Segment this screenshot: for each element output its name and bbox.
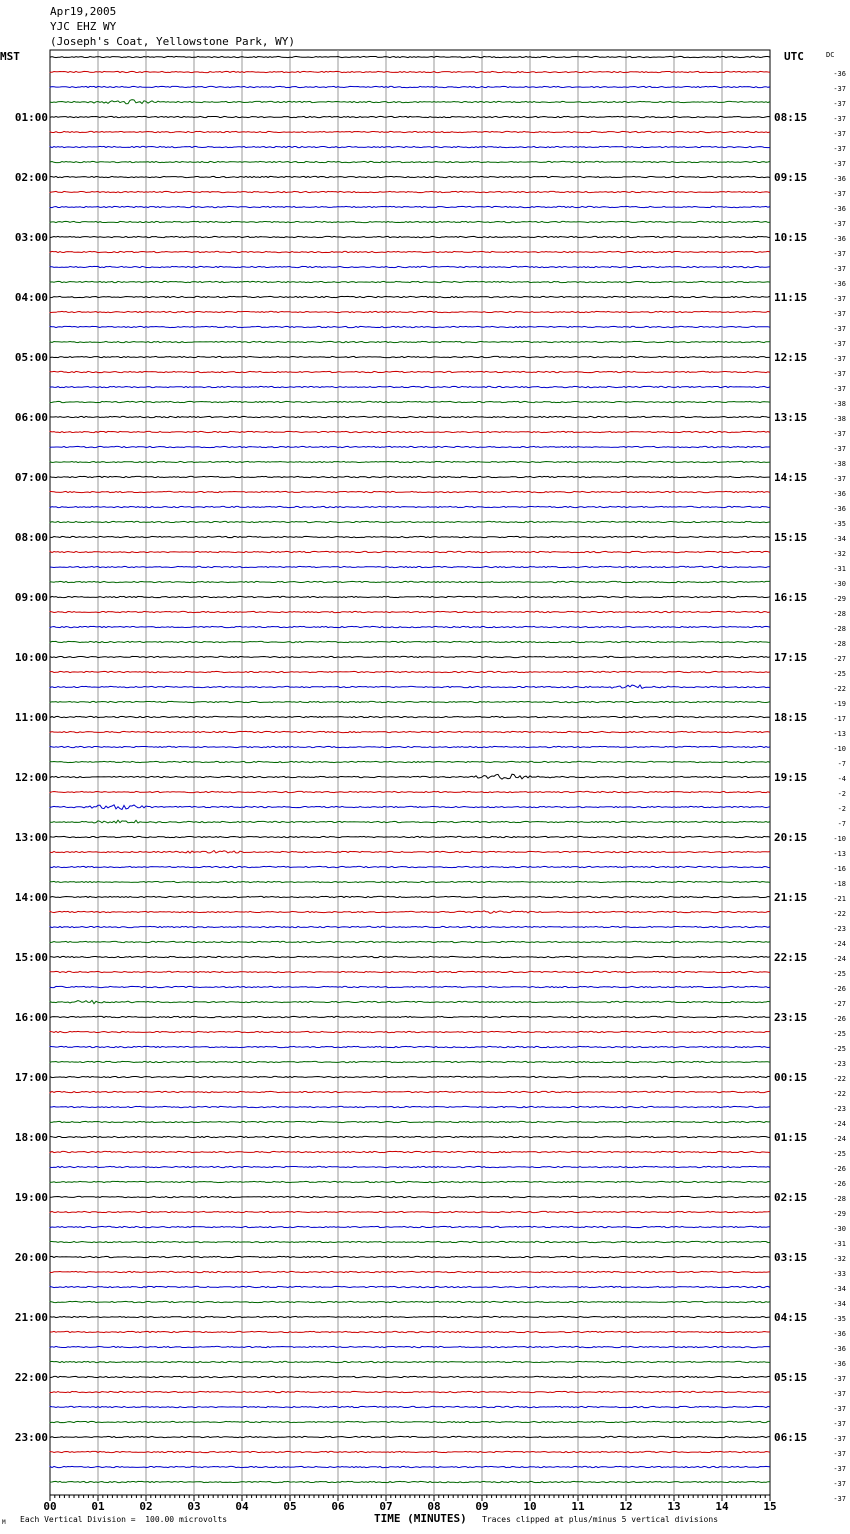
seismic-trace <box>50 296 770 297</box>
seismic-trace <box>50 1181 770 1182</box>
dc-offset-label: -21 <box>833 895 846 903</box>
dc-offset-label: -30 <box>833 1225 846 1233</box>
seismic-trace <box>50 221 770 222</box>
dc-offset-label: -37 <box>833 295 846 303</box>
dc-offset-label: -32 <box>833 1255 846 1263</box>
seismic-trace <box>50 731 770 732</box>
seismic-trace <box>50 774 770 779</box>
dc-offset-label: -25 <box>833 1030 846 1038</box>
seismic-trace <box>50 1241 770 1242</box>
x-tick-label: 15 <box>763 1500 777 1513</box>
left-hour-label: 12:00 <box>14 771 48 784</box>
x-tick-label: 14 <box>715 1500 729 1513</box>
x-tick-label: 07 <box>379 1500 393 1513</box>
right-hour-label: 22:15 <box>774 951 808 964</box>
seismic-trace <box>50 131 770 132</box>
seismic-trace <box>50 1031 770 1032</box>
dc-offset-label: -37 <box>833 325 846 333</box>
dc-offset-label: -34 <box>833 1285 846 1293</box>
seismic-trace <box>50 56 770 57</box>
seismic-trace <box>50 1271 770 1272</box>
seismic-trace <box>50 356 770 357</box>
right-hour-label: 23:15 <box>774 1011 808 1024</box>
left-hour-label: 22:00 <box>14 1371 48 1384</box>
dc-offset-label: -37 <box>833 1435 846 1443</box>
x-axis-label: TIME (MINUTES) <box>374 1512 467 1525</box>
left-hour-label: 11:00 <box>14 711 48 724</box>
seismic-trace <box>50 1016 770 1017</box>
dc-offset-label: -37 <box>833 475 846 483</box>
dc-offset-label: -37 <box>833 430 846 438</box>
dc-offset-label: -36 <box>833 1345 846 1353</box>
right-hour-label: 05:15 <box>774 1371 808 1384</box>
left-hour-label: 13:00 <box>14 831 48 844</box>
seismic-trace <box>50 281 770 282</box>
x-tick-label: 06 <box>331 1500 345 1513</box>
dc-offset-label: -25 <box>833 1045 846 1053</box>
dc-offset-label: -37 <box>833 1420 846 1428</box>
dc-offset-label: -36 <box>833 175 846 183</box>
dc-offset-label: -36 <box>833 235 846 243</box>
right-hour-label: 03:15 <box>774 1251 808 1264</box>
seismic-trace <box>50 716 770 717</box>
dc-offset-label: -16 <box>833 865 846 873</box>
dc-offset-label: -2 <box>837 790 846 798</box>
right-hour-label: 01:15 <box>774 1131 808 1144</box>
dc-offset-label: -32 <box>833 550 846 558</box>
dc-offset-label: -22 <box>833 910 846 918</box>
dc-offset-label: -22 <box>833 1090 846 1098</box>
dc-offset-label: -37 <box>833 115 846 123</box>
seismic-trace <box>50 1076 770 1077</box>
dc-offset-label: -37 <box>833 100 846 108</box>
seismic-trace <box>50 1196 770 1197</box>
seismic-trace <box>50 1226 770 1227</box>
header-station: YJC EHZ WY <box>50 20 117 33</box>
left-hour-label: 09:00 <box>14 591 48 604</box>
dc-offset-label: -30 <box>833 580 846 588</box>
right-timezone-label: UTC <box>784 50 804 63</box>
dc-offset-label: -37 <box>833 1375 846 1383</box>
dc-offset-label: -36 <box>833 280 846 288</box>
seismic-trace <box>50 371 770 372</box>
seismic-trace <box>50 1391 770 1392</box>
seismic-trace <box>50 1481 770 1482</box>
dc-offset-label: -27 <box>833 655 846 663</box>
dc-header-label: DC <box>826 51 835 59</box>
seismic-trace <box>50 1091 770 1092</box>
dc-offset-label: -37 <box>833 445 846 453</box>
right-hour-label: 00:15 <box>774 1071 808 1084</box>
dc-offset-label: -28 <box>833 1195 846 1203</box>
right-hour-label: 08:15 <box>774 111 808 124</box>
seismic-trace <box>50 986 770 987</box>
seismic-trace <box>50 761 770 762</box>
seismic-trace <box>50 146 770 147</box>
right-hour-label: 16:15 <box>774 591 808 604</box>
dc-offset-label: -36 <box>833 70 846 78</box>
x-tick-label: 10 <box>523 1500 537 1513</box>
seismic-trace <box>50 506 770 507</box>
left-hour-label: 01:00 <box>14 111 48 124</box>
left-hour-label: 02:00 <box>14 171 48 184</box>
dc-offset-label: -19 <box>833 700 846 708</box>
left-hour-label: 23:00 <box>14 1431 48 1444</box>
dc-offset-label: -28 <box>833 625 846 633</box>
seismic-trace <box>50 971 770 972</box>
dc-offset-label: -36 <box>833 205 846 213</box>
header-date: Apr19,2005 <box>50 5 117 18</box>
seismic-trace <box>50 626 770 627</box>
dc-offset-label: -37 <box>833 355 846 363</box>
dc-offset-label: -37 <box>833 250 846 258</box>
seismic-trace <box>50 701 770 702</box>
x-tick-label: 13 <box>667 1500 681 1513</box>
dc-offset-label: -34 <box>833 1300 846 1308</box>
seismic-trace <box>50 746 770 747</box>
left-hour-label: 08:00 <box>14 531 48 544</box>
dc-offset-label: -26 <box>833 1015 846 1023</box>
left-hour-label: 04:00 <box>14 291 48 304</box>
dc-offset-label: -18 <box>833 880 846 888</box>
x-tick-label: 03 <box>187 1500 201 1513</box>
dc-offset-label: -36 <box>833 1360 846 1368</box>
dc-offset-label: -4 <box>837 775 846 783</box>
seismic-trace <box>50 866 770 867</box>
right-hour-label: 15:15 <box>774 531 808 544</box>
dc-offset-label: -10 <box>833 745 846 753</box>
left-hour-label: 19:00 <box>14 1191 48 1204</box>
x-tick-label: 09 <box>475 1500 489 1513</box>
x-tick-label: 11 <box>571 1500 585 1513</box>
x-tick-label: 08 <box>427 1500 441 1513</box>
dc-offset-label: -29 <box>833 595 846 603</box>
left-hour-label: 10:00 <box>14 651 48 664</box>
seismic-trace <box>50 1136 770 1137</box>
seismic-trace <box>50 1061 770 1062</box>
seismic-trace <box>50 206 770 207</box>
dc-offset-label: -37 <box>833 1405 846 1413</box>
seismic-trace <box>50 611 770 612</box>
dc-offset-label: -24 <box>833 1135 846 1143</box>
header-location: (Joseph's Coat, Yellowstone Park, WY) <box>50 35 296 48</box>
seismic-trace <box>50 1046 770 1047</box>
seismic-trace <box>50 1121 770 1122</box>
right-hour-label: 06:15 <box>774 1431 808 1444</box>
seismic-trace <box>50 820 770 823</box>
seismic-trace <box>50 326 770 327</box>
right-hour-label: 14:15 <box>774 471 808 484</box>
right-hour-label: 02:15 <box>774 1191 808 1204</box>
seismic-trace <box>50 941 770 942</box>
seismic-trace <box>50 1451 770 1452</box>
seismic-trace <box>50 1466 770 1467</box>
left-hour-label: 21:00 <box>14 1311 48 1324</box>
dc-offset-label: -33 <box>833 1270 846 1278</box>
seismic-trace <box>50 86 770 87</box>
seismic-trace <box>50 1286 770 1287</box>
left-hour-label: 18:00 <box>14 1131 48 1144</box>
seismic-trace <box>50 911 770 914</box>
seismic-trace <box>50 461 770 462</box>
right-hour-label: 12:15 <box>774 351 808 364</box>
seismic-trace <box>50 536 770 537</box>
seismic-trace <box>50 896 770 897</box>
seismic-trace <box>50 1436 770 1437</box>
dc-offset-label: -34 <box>833 535 846 543</box>
right-hour-label: 20:15 <box>774 831 808 844</box>
dc-offset-label: -24 <box>833 940 846 948</box>
seismic-trace <box>50 956 770 957</box>
right-hour-label: 10:15 <box>774 231 808 244</box>
seismic-trace <box>50 1316 770 1317</box>
seismic-trace <box>50 191 770 192</box>
dc-offset-label: -38 <box>833 400 846 408</box>
seismic-trace <box>50 851 770 854</box>
dc-offset-label: -29 <box>833 1210 846 1218</box>
dc-offset-label: -37 <box>833 190 846 198</box>
seismic-trace <box>50 1256 770 1257</box>
dc-offset-label: -37 <box>833 340 846 348</box>
dc-offset-label: -23 <box>833 1060 846 1068</box>
dc-offset-label: -27 <box>833 1000 846 1008</box>
seismic-trace <box>50 1406 770 1407</box>
dc-offset-label: -37 <box>833 1465 846 1473</box>
dc-offset-label: -22 <box>833 685 846 693</box>
dc-offset-label: -37 <box>833 310 846 318</box>
x-tick-label: 04 <box>235 1500 249 1513</box>
dc-offset-label: -31 <box>833 565 846 573</box>
seismic-trace <box>50 1301 770 1302</box>
dc-offset-label: -37 <box>833 85 846 93</box>
dc-offset-label: -22 <box>833 1075 846 1083</box>
seismic-trace <box>50 1361 770 1362</box>
dc-offset-label: -37 <box>833 130 846 138</box>
dc-offset-label: -36 <box>833 490 846 498</box>
seismic-trace <box>50 341 770 342</box>
clip-note: Traces clipped at plus/minus 5 vertical divisions <box>482 1515 719 1524</box>
dc-offset-label: -25 <box>833 670 846 678</box>
seismic-trace <box>50 671 770 672</box>
left-hour-label: 15:00 <box>14 951 48 964</box>
seismic-trace <box>50 581 770 582</box>
dc-offset-label: -37 <box>833 145 846 153</box>
dc-offset-label: -25 <box>833 1150 846 1158</box>
seismic-trace <box>50 1376 770 1377</box>
seismic-trace <box>50 791 770 792</box>
right-hour-label: 18:15 <box>774 711 808 724</box>
seismic-trace <box>50 1346 770 1347</box>
dc-offset-label: -37 <box>833 1480 846 1488</box>
dc-offset-label: -37 <box>833 160 846 168</box>
dc-offset-label: -37 <box>833 220 846 228</box>
seismic-trace <box>50 401 770 402</box>
left-hour-label: 16:00 <box>14 1011 48 1024</box>
x-tick-label: 02 <box>139 1500 153 1513</box>
dc-offset-label: -24 <box>833 955 846 963</box>
seismic-trace <box>50 100 770 104</box>
dc-offset-label: -2 <box>837 805 846 813</box>
x-tick-label: 00 <box>43 1500 57 1513</box>
dc-offset-label: -38 <box>833 460 846 468</box>
dc-offset-label: -36 <box>833 505 846 513</box>
seismic-trace <box>50 805 770 810</box>
seismic-trace <box>50 431 770 432</box>
dc-offset-label: -31 <box>833 1240 846 1248</box>
seismic-trace <box>50 386 770 387</box>
dc-offset-label: -37 <box>833 1450 846 1458</box>
right-hour-label: 13:15 <box>774 411 808 424</box>
right-hour-label: 19:15 <box>774 771 808 784</box>
seismic-trace <box>50 311 770 312</box>
seismic-trace <box>50 1151 770 1152</box>
dc-offset-label: -13 <box>833 730 846 738</box>
dc-offset-label: -23 <box>833 925 846 933</box>
left-hour-label: 14:00 <box>14 891 48 904</box>
dc-offset-label: -13 <box>833 850 846 858</box>
left-hour-label: 17:00 <box>14 1071 48 1084</box>
dc-offset-label: -7 <box>837 820 846 828</box>
seismic-trace <box>50 685 770 688</box>
x-tick-label: 01 <box>91 1500 105 1513</box>
seismic-trace <box>50 566 770 567</box>
dc-offset-label: -28 <box>833 610 846 618</box>
x-tick-label: 12 <box>619 1500 633 1513</box>
seismic-trace <box>50 836 770 837</box>
seismic-trace <box>50 926 770 927</box>
right-hour-label: 17:15 <box>774 651 808 664</box>
seismic-trace <box>50 1421 770 1422</box>
dc-offset-label: -24 <box>833 1120 846 1128</box>
left-timezone-label: MST <box>0 50 20 63</box>
vertical-division-note: Each Vertical Division = 100.00 microvolts <box>20 1515 228 1524</box>
right-hour-label: 21:15 <box>774 891 808 904</box>
seismic-trace <box>50 881 770 882</box>
dc-offset-label: -10 <box>833 835 846 843</box>
dc-offset-label: -26 <box>833 985 846 993</box>
seismic-trace <box>50 236 770 237</box>
dc-offset-label: -26 <box>833 1180 846 1188</box>
left-hour-label: 03:00 <box>14 231 48 244</box>
left-hour-label: 05:00 <box>14 351 48 364</box>
dc-offset-label: -36 <box>833 1330 846 1338</box>
dc-offset-label: -7 <box>837 760 846 768</box>
seismic-trace <box>50 251 770 252</box>
dc-offset-label: -35 <box>833 520 846 528</box>
dc-offset-label: -17 <box>833 715 846 723</box>
dc-offset-label: -37 <box>833 385 846 393</box>
seismic-trace <box>50 596 770 597</box>
seismic-trace <box>50 551 770 552</box>
dc-offset-label: -23 <box>833 1105 846 1113</box>
seismic-trace <box>50 116 770 117</box>
dc-offset-label: -26 <box>833 1165 846 1173</box>
seismic-trace <box>50 1211 770 1212</box>
dc-offset-label: -38 <box>833 415 846 423</box>
seismic-trace <box>50 416 770 417</box>
seismic-trace <box>50 521 770 522</box>
dc-offset-label: -28 <box>833 640 846 648</box>
seismic-trace <box>50 491 770 492</box>
left-hour-label: 07:00 <box>14 471 48 484</box>
seismic-trace <box>50 176 770 177</box>
seismic-trace <box>50 71 770 72</box>
right-hour-label: 11:15 <box>774 291 808 304</box>
seismic-trace <box>50 161 770 162</box>
x-tick-label: 05 <box>283 1500 297 1513</box>
right-hour-label: 09:15 <box>774 171 808 184</box>
seismic-trace <box>50 656 770 657</box>
dc-offset-label: -25 <box>833 970 846 978</box>
seismic-trace <box>50 446 770 447</box>
seismic-trace <box>50 476 770 477</box>
seismic-trace <box>50 1166 770 1167</box>
left-hour-label: 20:00 <box>14 1251 48 1264</box>
dc-offset-label: -35 <box>833 1315 846 1323</box>
dc-offset-label: -37 <box>833 265 846 273</box>
corner-mark: M <box>2 1519 6 1526</box>
seismic-trace <box>50 1106 770 1107</box>
left-hour-label: 06:00 <box>14 411 48 424</box>
seismic-trace <box>50 266 770 267</box>
seismic-trace <box>50 641 770 642</box>
seismic-trace <box>50 1000 770 1003</box>
seismic-trace <box>50 1331 770 1332</box>
dc-offset-label: -37 <box>833 1495 846 1503</box>
dc-offset-label: -37 <box>833 1390 846 1398</box>
right-hour-label: 04:15 <box>774 1311 808 1324</box>
dc-offset-label: -37 <box>833 370 846 378</box>
